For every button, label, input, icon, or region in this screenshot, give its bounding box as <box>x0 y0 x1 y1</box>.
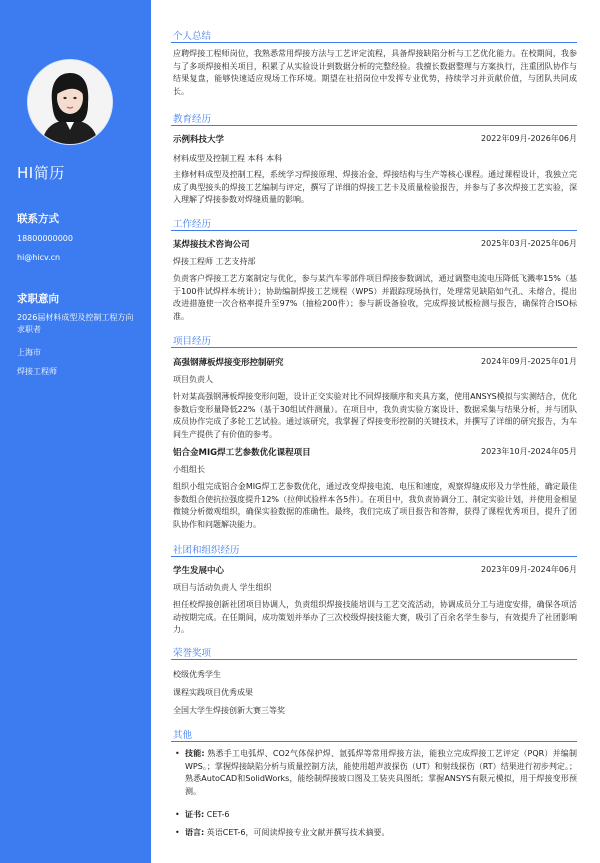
club-role: 项目与活动负责人 学生组织 <box>173 583 272 592</box>
project-text: 组织小组完成铝合金MIG焊工艺参数优化，通过改变焊接电流、电压和速度，观察焊缝成形及力学性能，确定最佳参数组合使抗拉强度提升12%（拉伸试验样本各5件）。在项目中，我负责协调分工、制定实验计划，并使用金相显微镜分析微观组织，确保实验数据的准确性。最终，我们完成了项目报告和答辩，获得了课程优秀项目，提升了团队协作和问题解决能力。 <box>173 482 577 529</box>
cert-item <box>173 809 577 822</box>
skills-label: 技能: <box>185 749 205 758</box>
summary-text: 应聘焊接工程师岗位，我熟悉常用焊接方法与工艺评定流程，具备焊接缺陷分析与工艺优化能力。在校期间，我参与了多项焊接相关项目，积累了从实验设计到数据分析的完整经验。我擅长数据整理与方案执行，注重团队协作与结果复盘，能够快速适应现场工作环境。期望在社招岗位中发挥专业优势，持续学习并贡献价值，与团队共同成长。 <box>173 49 577 96</box>
intent-role: 焊接工程师 <box>17 367 57 376</box>
work-row <box>173 238 577 250</box>
section-work-header <box>171 216 577 231</box>
education-text: 主修材料成型及控制工程，系统学习焊接原理、焊接冶金、焊接结构与生产等核心课程。通过课程设计，我独立完成了典型接头的焊接工艺编制与评定，撰写了详细的焊接工艺卡及质量检验报告，并参与了多次焊接工艺实验，深入理解了焊接参数对焊缝质量的影响。 <box>173 170 577 205</box>
award-item: 全国大学生焊接创新大赛三等奖 <box>173 706 285 715</box>
cert-label: 证书: <box>185 810 205 819</box>
intent-city: 上海市 <box>17 348 41 357</box>
section-awards-header <box>171 645 577 660</box>
bullet-icon: • <box>175 749 180 758</box>
section-summary-header <box>171 28 577 43</box>
skills-text: 熟悉手工电弧焊、CO2气体保护焊、氩弧焊等常用焊接方法，能独立完成焊接工艺评定（PQR）并编制WPS。；掌握焊接缺陷分析与质量控制方法，能使用超声波探伤（UT）和射线探伤（RT）结果进行初步判定。；熟悉AutoCAD和SolidWorks，能绘制焊接坡口图及工装夹具图纸；掌握ANSYS有限元模拟，用于焊接变形预测。 <box>185 749 577 796</box>
education-date: 2022年09月-2026年06月 <box>481 134 577 143</box>
project-row <box>173 446 577 458</box>
education-row <box>173 133 577 145</box>
main-content <box>171 0 577 863</box>
language-item <box>173 827 577 840</box>
email-address: hi@hicv.cn <box>17 253 61 262</box>
project-role: 项目负责人 <box>173 375 213 384</box>
work-date: 2025年03月-2025年06月 <box>481 239 577 248</box>
education-school: 示例科技大学 <box>173 135 225 145</box>
section-club-title: 社团和组织经历 <box>173 545 240 556</box>
project-date: 2024年09月-2025年01月 <box>481 357 577 366</box>
section-projects-header <box>171 333 577 348</box>
intent-line: 2026届材料成型及控制工程方向求职者 <box>17 313 134 334</box>
project-row <box>173 356 577 368</box>
section-education-title: 教育经历 <box>173 114 212 125</box>
phone-number: 18800000000 <box>17 234 73 243</box>
sidebar <box>0 0 151 863</box>
section-other-header <box>171 727 577 742</box>
work-text: 负责客户焊接工艺方案制定与优化，参与某汽车零部件项目焊接参数调试，通过调整电流电压降低飞溅率15%（基于100件试焊样本统计）；协助编制焊接工艺规程（WPS）并跟踪现场执行，处理常见缺陷如气孔、未熔合，提出改进措施使一次合格率提升至97%（抽检200件）；参与新设备验收，完成焊接试板检测与报告，确保符合ISO标准。 <box>173 274 577 321</box>
language-label: 语言: <box>185 828 205 837</box>
bullet-icon: • <box>175 828 180 837</box>
section-work-title: 工作经历 <box>173 219 212 230</box>
work-role: 焊接工程师 工艺支持部 <box>173 257 256 266</box>
club-org: 学生发展中心 <box>173 566 225 576</box>
section-club-header <box>171 542 577 557</box>
avatar <box>27 59 113 145</box>
resume-brand: HI简历 <box>17 164 65 182</box>
club-row <box>173 564 577 576</box>
project-name: 高强钢薄板焊接变形控制研究 <box>173 358 284 368</box>
work-company: 某焊接技术咨询公司 <box>173 240 250 250</box>
section-education-header <box>171 111 577 126</box>
skills-item <box>173 748 577 812</box>
education-major: 材料成型及控制工程 本科 本科 <box>173 154 283 163</box>
club-text: 担任校焊接创新社团项目协调人，负责组织焊接技能培训与工艺交流活动，协调成员分工与进度安排，确保各项活动按期完成。在任期间，成功策划并举办了三次校级焊接技能大赛，吸引了百余名学生参与，有效提升了社团影响力。 <box>173 600 577 635</box>
section-other-title: 其他 <box>173 730 193 741</box>
award-item: 课程实践项目优秀成果 <box>173 688 253 697</box>
project-name: 铝合金MIG焊工艺参数优化课程项目 <box>173 448 311 458</box>
project-text: 针对某高强钢薄板焊接变形问题，设计正交实验对比不同焊接顺序和夹具方案，使用ANSYS模拟与实测结合，优化参数后变形量降低22%（基于30组试件测量）。在项目中，我负责实验方案设计、数据采集与结果分析，并与团队成员协作完成了多轮工艺试验。通过该研究，我掌握了焊接变形控制的关键技术，并撰写了详细的研究报告，为车间生产提供了有价值的参考。 <box>173 392 577 439</box>
section-awards-title: 荣誉奖项 <box>173 648 212 659</box>
award-item: 校级优秀学生 <box>173 670 221 679</box>
intent-heading: 求职意向 <box>17 293 59 305</box>
section-summary-title: 个人总结 <box>173 31 212 42</box>
cert-text: CET-6 <box>206 810 230 819</box>
project-role: 小组组长 <box>173 465 205 474</box>
language-text: 英语CET-6，可阅读焊接专业文献并撰写技术摘要。 <box>206 828 390 837</box>
avatar-photo-icon <box>28 60 112 144</box>
bullet-icon: • <box>175 810 180 819</box>
club-date: 2023年09月-2024年06月 <box>481 565 577 574</box>
contact-heading: 联系方式 <box>17 213 59 225</box>
project-date: 2023年10月-2024年05月 <box>481 447 577 456</box>
section-projects-title: 项目经历 <box>173 336 212 347</box>
